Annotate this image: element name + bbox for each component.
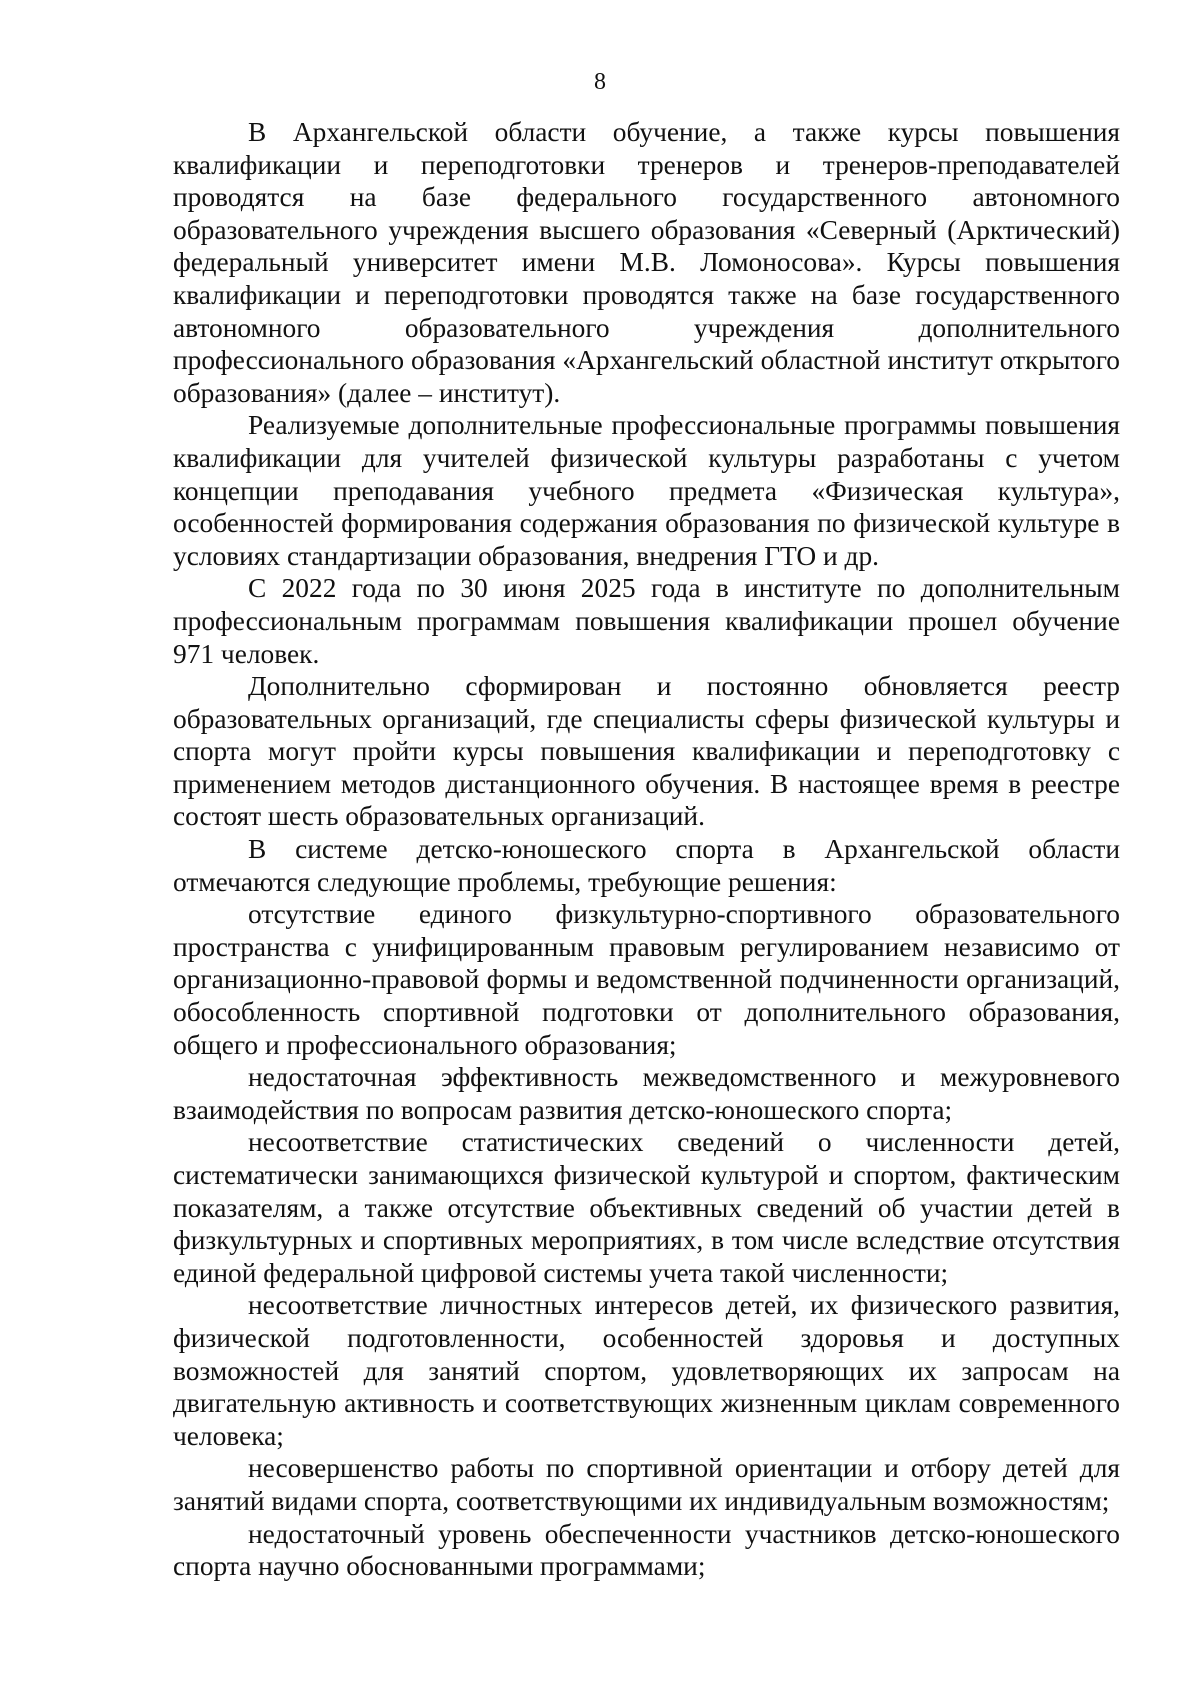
- list-item-problem: отсутствие единого физкультурно-спортивного образовательного пространства с унифицированным правовым регулированием независимо от организационно-правовой формы и ведомственной подчиненности организаций, обособленность спортивной подготовки от дополнительного образования, общего и профессионального образования;: [173, 899, 1120, 1060]
- page-number: 8: [594, 69, 606, 95]
- paragraph-registry: Дополнительно сформирован и постоянно обновляется реестр образовательных организаций, где специалисты сферы физической культуры и спорта могут пройти курсы повышения квалификации и переподготовку с применением методов дистанционного обучения. В настоящее время в реестре состоят шесть образовательных организаций.: [173, 671, 1120, 832]
- paragraph-trained-count: С 2022 года по 30 июня 2025 года в институте по дополнительным профессиональным программам повышения квалификации прошел обучение 971 человек.: [173, 573, 1120, 669]
- paragraph-training-base: В Архангельской области обучение, а также курсы повышения квалификации и переподготовки тренеров и тренеров-преподавателей проводятся на базе федерального государственного автономного образовательного учреждения высшего образования «Северный (Арктический) федеральный университет имени М.В. Ломоносова». Курсы повышения квалификации и переподготовки проводятся также на базе государственного автономного образовательного учреждения дополнительного профессионального образования «Архангельский областной институт открытого образования» (далее – институт).: [173, 117, 1120, 408]
- list-item-problem: недостаточный уровень обеспеченности участников детско-юношеского спорта научно обоснованными программами;: [173, 1518, 1120, 1582]
- list-item-problem: несоответствие статистических сведений о численности детей, систематически занимающихся физической культурой и спортом, фактическим показателям, а также отсутствие объективных сведений об участии детей в физкультурных и спортивных мероприятиях, в том числе вследствие отсутствия единой федеральной цифровой системы учета такой численности;: [173, 1127, 1120, 1288]
- list-item-problem: недостаточная эффективность межведомственного и межуровневого взаимодействия по вопросам развития детско-юношеского спорта;: [173, 1062, 1120, 1125]
- list-item-problem: несоответствие личностных интересов детей, их физического развития, физической подготовленности, особенностей здоровья и доступных возможностей для занятий спортом, удовлетворяющих их запросам на двигательную активность и соответствующих жизненным циклам современного человека;: [173, 1290, 1120, 1451]
- list-item-problem: несовершенство работы по спортивной ориентации и отбору детей для занятий видами спорта, соответствующими их индивидуальным возможностям;: [173, 1453, 1120, 1516]
- paragraph-programs: Реализуемые дополнительные профессиональные программы повышения квалификации для учителей физической культуры разработаны с учетом концепции преподавания учебного предмета «Физическая культура», особенностей формирования содержания образования по физической культуре в условиях стандартизации образования, внедрения ГТО и др.: [173, 410, 1120, 571]
- paragraph-problems-intro: В системе детско-юношеского спорта в Архангельской области отмечаются следующие проблемы, требующие решения:: [173, 834, 1120, 897]
- document-body: [173, 116, 1120, 1583]
